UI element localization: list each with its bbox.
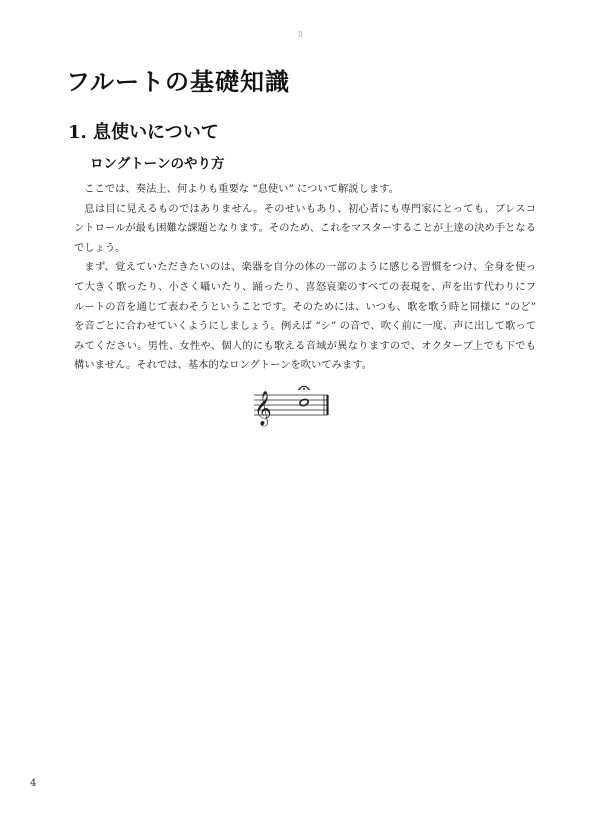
corner-mark: ¦¦	[298, 30, 303, 38]
paragraph-1: ここでは、奏法上、何よりも重要な “息使い” について解説します。	[84, 183, 399, 195]
paragraph-3: まず、覚えていただきたいのは、楽器を自分の体の一部のように感じる習慣をつけ、全身を使って大きく歌ったり、小さく囁いたり、踊ったり、喜怒哀楽のすべての表現を、声を出す代わりにフルートの音を通じて表わそうということです。そのためには、いつも、歌を歌う時と同様に “のど” を音ごとに合わせていくようにしましょう。例えば “シ” の音で、吹く前に一度、声に出して歌ってみてください。男性、女性や、個人的にも歌える音域が異なりますので、オクターブ上でも下でも構いません。それでは、基本的なロングトーンを吹いてみます。	[74, 261, 536, 372]
chapter-title: フルートの基礎知識	[66, 68, 291, 96]
treble-clef-icon: 𝄞	[254, 391, 272, 426]
section-title: 1. 息使いについて	[68, 122, 219, 143]
page-number: 4	[30, 778, 37, 789]
whole-note	[299, 398, 309, 406]
music-example	[252, 382, 332, 430]
subsection-title: ロングトーンのやり方	[90, 156, 225, 172]
body-text	[74, 180, 536, 376]
paragraph-2: 息は目に見えるものではありません。そのせいもあり、初心者にも専門家にとっても、ブレスコントロールが最も困難な課題となります。そのため、これをマスターすることが上達の決め手となるでしょう。	[74, 202, 536, 254]
fermata-dot	[303, 388, 305, 390]
staff-notation	[252, 382, 332, 430]
